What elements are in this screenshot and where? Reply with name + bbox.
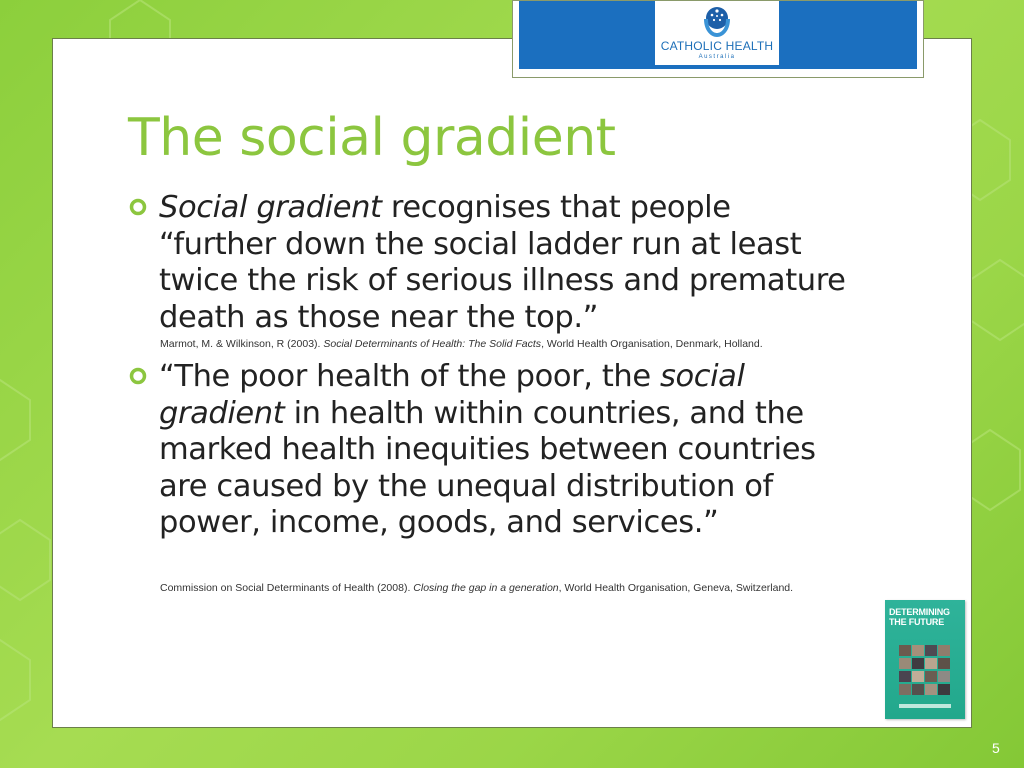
circle-bullet-icon [128, 197, 148, 217]
bullet-1-italic-term: Social gradient [159, 190, 382, 225]
logo-frame [512, 0, 924, 78]
book-cover-footer [899, 704, 951, 708]
citation-1-work: Social Determinants of Health: The Solid Facts [323, 338, 542, 350]
catholic-health-logo [655, 1, 779, 65]
bullet-1-text [159, 190, 848, 336]
citation-2 [160, 582, 850, 595]
page-number: 5 [992, 740, 1000, 756]
bullet-2-after: in health within countries, and the marked health inequities between countries are caused by the unequal distribution of power, income, goods, and services.” [159, 395, 816, 540]
bullet-item-1 [128, 190, 848, 336]
slide-title: The social gradient [128, 108, 616, 168]
bullet-2-italic-term: social gradient [159, 359, 745, 431]
logo-band [519, 1, 917, 69]
hands-stars-emblem-icon [701, 5, 733, 39]
citation-2-work: Closing the gap in a generation [413, 582, 559, 594]
bullet-item-2 [128, 359, 848, 542]
logo-subtitle: Australia [698, 54, 736, 60]
citation-2-authors: Commission on Social Determinants of Health (2008). [160, 582, 414, 594]
bullet-2-before: “The poor health of the poor, the [159, 359, 660, 394]
book-cover-title: DETERMINING THE FUTURE [889, 607, 950, 627]
bullet-1-body: recognises that people “further down the social ladder run at least twice the risk of serious illness and premature death as those near the top.” [159, 190, 846, 335]
citation-1 [160, 338, 860, 351]
circle-bullet-icon [128, 366, 148, 386]
logo-name: CATHOLIC HEALTH [660, 39, 774, 53]
bullet-2-text [159, 359, 848, 542]
citation-1-publisher: , World Health Organisation, Denmark, Holland. [541, 338, 763, 350]
citation-1-authors: Marmot, M. & Wilkinson, R (2003). [160, 338, 324, 350]
citation-2-publisher: , World Health Organisation, Geneva, Switzerland. [558, 582, 794, 594]
book-cover-image [885, 600, 965, 719]
book-cover-photos [899, 645, 951, 695]
